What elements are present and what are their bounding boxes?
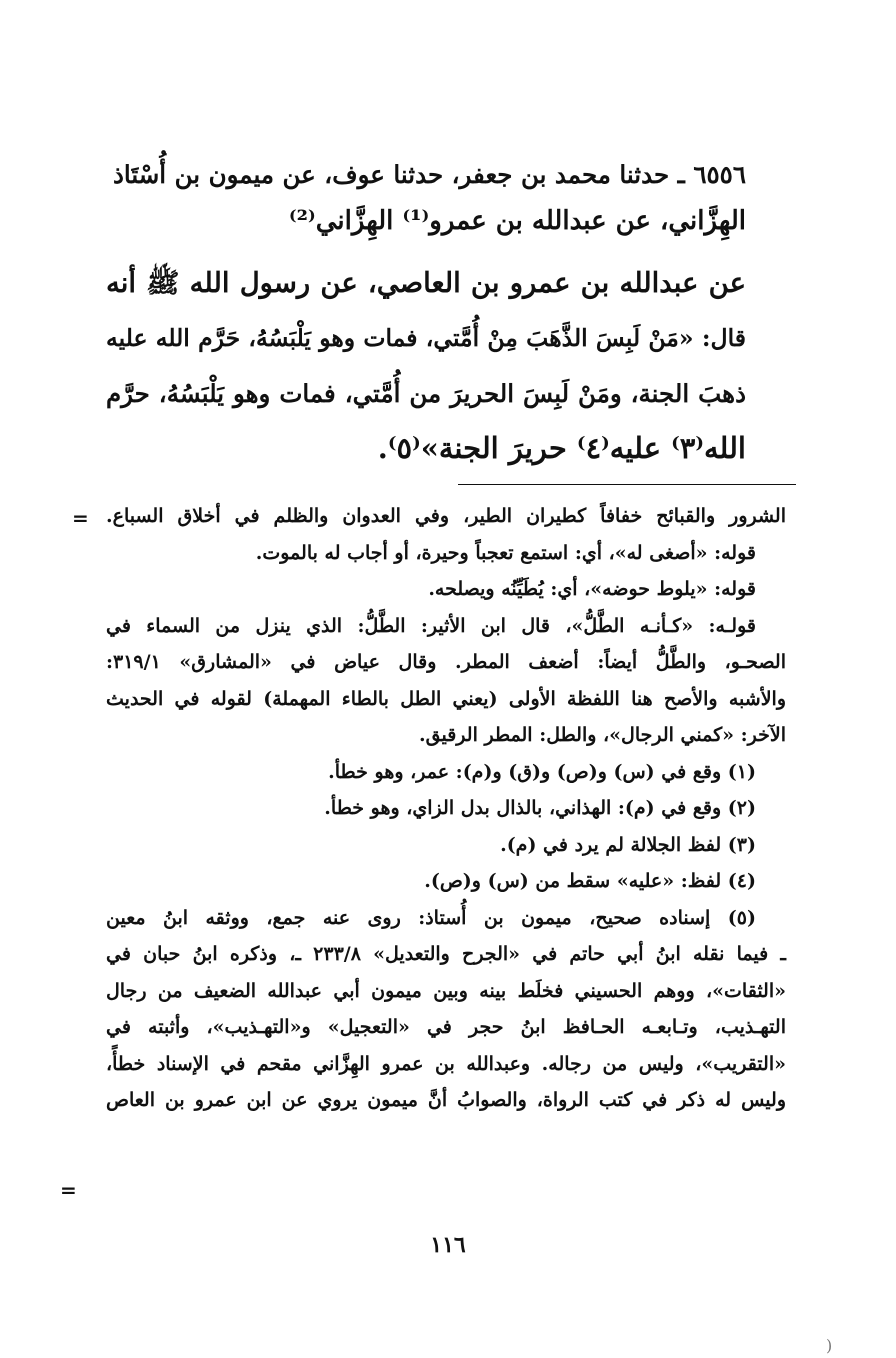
scan-corner-mark: )	[826, 1336, 833, 1355]
matn-line: الله⁽٣⁾ عليه⁽٤⁾ حريرَ الجنة»⁽٥⁾.	[377, 431, 746, 465]
footnote-3: (٣) لفظ الجلالة لم يرد في (م).	[500, 833, 756, 856]
footnote-line: ـ فيما نقله ابنُ أبي حاتم في «الجرح والتعديل» ٢٣٣/٨ ـ، وذكره ابنُ حبان في	[106, 943, 786, 965]
footnote-line: قوله: «أصغى له»، أي: استمع تعجباً وحيرة، أو أجاب له بالموت.	[255, 541, 756, 564]
matn-line: قال: «مَنْ لَبِسَ الذَّهَبَ مِنْ أُمَّتي، فمات وهو يَلْبَسُهُ، حَرَّم الله عليه	[106, 324, 746, 352]
footnote-4: (٤) لفظ: «عليه» سقط من (س) و(ص).	[424, 870, 756, 892]
footnote-line: الصحـو، والطَّلُّ أيضاً: أضعف المطر. وقال عياض في «المشارق» ٣١٩/١:	[106, 651, 786, 673]
footnote-line: قولـه: «كـأنـه الطَّلُّ»، قال ابن الأثير: الطَّلُّ: الذي ينزل من السماء في	[106, 614, 756, 637]
footnote-line: «التقريب»، وليس من رجاله. وعبدالله بن عمرو الهِزَّاني مقحم في الإسناد خطأً،	[106, 1052, 786, 1075]
footnote-line: الآخر: «كمني الرجال»، والطل: المطر الرقيق.	[419, 724, 786, 746]
isnad-line: ٦٥٥٦ ـ حدثنا محمد بن جعفر، حدثنا عوف، عن ميمون بن أُسْتَاذ	[113, 160, 746, 189]
footnote-separator	[458, 484, 796, 485]
matn-line: ذهبَ الجنة، ومَنْ لَبِسَ الحريرَ من أُمَّتي، فمات وهو يَلْبَسُهُ، حرَّم	[106, 379, 746, 408]
matn-line: عن عبدالله بن عمرو بن العاصي، عن رسول الله ﷺ أنه	[106, 267, 746, 299]
footnote-line: التهـذيب، وتـابعـه الحـافظ ابنُ حجر في «التعجيل» و«التهـذيب»، وأثبته في	[106, 1016, 786, 1038]
footnotes	[106, 498, 786, 1119]
footnote-line: «الثقات»، ووهم الحسيني فخلَط بينه وبين ميمون أبي عبدالله الضعيف من رجال	[106, 979, 786, 1002]
footnote-line: والأشبه والأصح هنا اللفظة الأولى (يعني الطل بالطاء المهملة) لقوله في الحديث	[106, 687, 786, 710]
continuation-mark-bottom: =	[60, 1178, 77, 1202]
hadith-matn	[106, 256, 746, 476]
hadith-isnad	[106, 152, 746, 244]
footnote-1: (١) وقع في (س) و(ص) و(ق) و(م): عمر، وهو خطأ.	[328, 760, 756, 783]
footnote-line: وليس له ذكر في كتب الرواة، والصوابُ أنَّ ميمون يروي عن ابن عمرو بن العاص	[106, 1089, 786, 1111]
page-number: ١١٦	[430, 1232, 466, 1258]
footnote-5: (٥) إسناده صحيح، ميمون بن أُستاذ: روى عنه جمع، ووثقه ابنُ معين	[106, 906, 756, 929]
footnote-line: قوله: «يلوط حوضه»، أي: يُطَيِّنُه ويصلحه.	[428, 578, 756, 600]
isnad-line: الهِزَّاني، عن عبدالله بن عمرو⁽¹⁾ الهِزَّاني⁽²⁾	[288, 206, 746, 236]
continuation-mark-top: =	[72, 506, 89, 530]
footnote-line: الشرور والقبائح خفافاً كطيران الطير، وفي العدوان والظلم في أخلاق السباع.	[106, 505, 786, 527]
footnote-2: (٢) وقع في (م): الهذاني، بالذال بدل الزاي، وهو خطأ.	[324, 797, 756, 819]
